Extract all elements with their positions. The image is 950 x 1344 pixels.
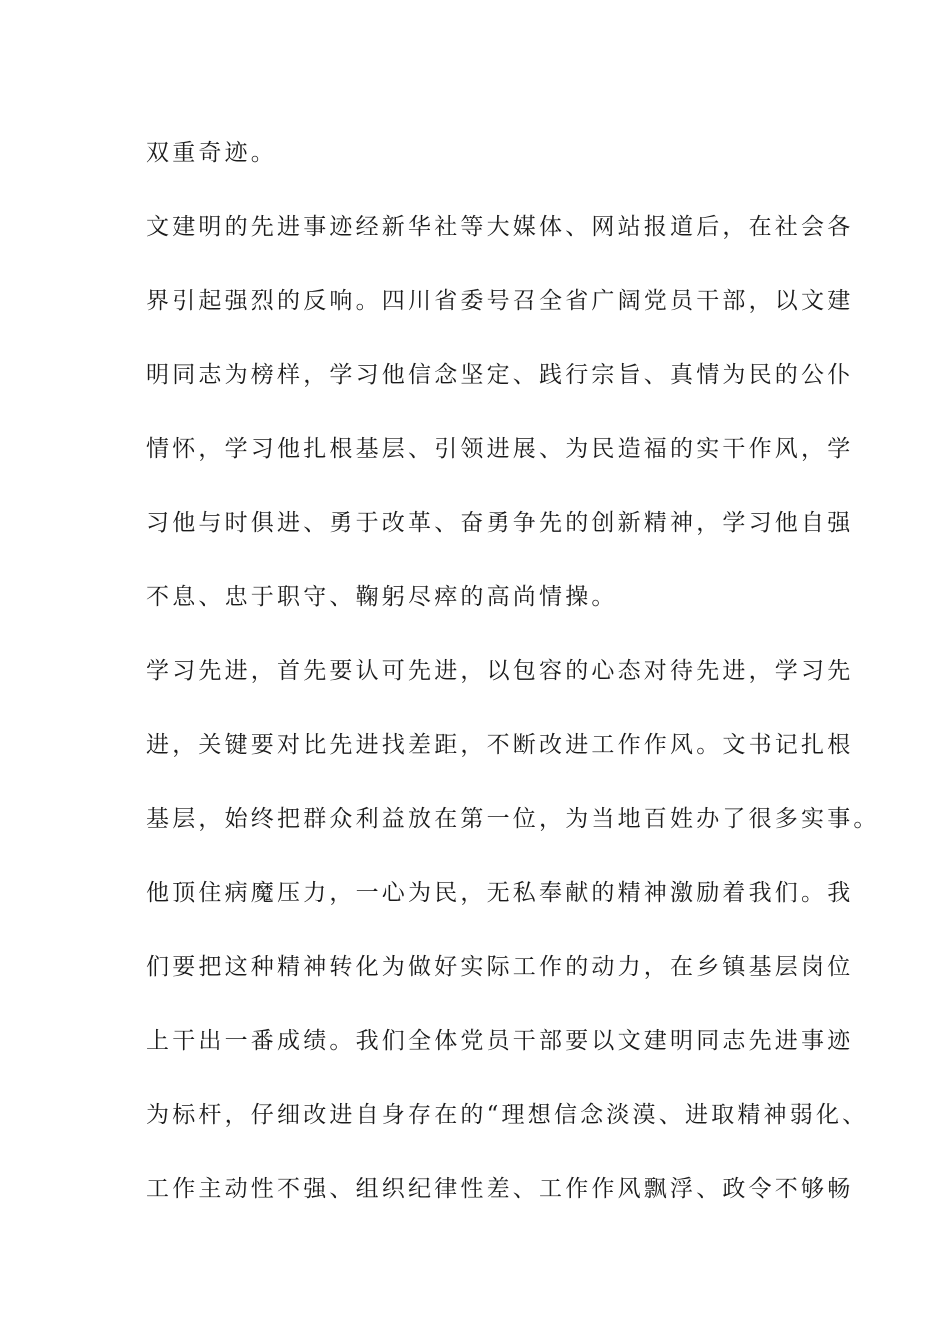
text-line: 文建明的先进事迹经新华社等大媒体、网站报道后，在社会各 bbox=[146, 214, 854, 240]
text-line: 学习先进，首先要认可先进，以包容的心态对待先进，学习先 bbox=[146, 658, 854, 684]
text-line: 双重奇迹。 bbox=[146, 140, 277, 166]
text-line: 他顶住病魔压力，一心为民，无私奉献的精神激励着我们。我 bbox=[146, 880, 854, 906]
text-line: 工作主动性不强、组织纪律性差、工作作风飘浮、政令不够畅 bbox=[146, 1176, 854, 1202]
text-line: 上干出一番成绩。我们全体党员干部要以文建明同志先进事迹 bbox=[146, 1028, 854, 1054]
text-line: 不息、忠于职守、鞠躬尽瘁的高尚情操。 bbox=[146, 584, 618, 610]
text-line: 界引起强烈的反响。四川省委号召全省广阔党员干部，以文建 bbox=[146, 288, 854, 314]
text-line: 情怀，学习他扎根基层、引领进展、为民造福的实干作风，学 bbox=[146, 436, 854, 462]
text-line: 为标杆，仔细改进自身存在的“理想信念淡漠、进取精神弱化、 bbox=[146, 1102, 869, 1128]
text-line: 明同志为榜样，学习他信念坚定、践行宗旨、真情为民的公仆 bbox=[146, 362, 854, 388]
text-line: 们要把这种精神转化为做好实际工作的动力，在乡镇基层岗位 bbox=[146, 954, 854, 980]
text-line: 基层，始终把群众利益放在第一位，为当地百姓办了很多实事。 bbox=[146, 806, 880, 832]
text-line: 进，关键要对比先进找差距，不断改进工作作风。文书记扎根 bbox=[146, 732, 854, 758]
text-line: 习他与时俱进、勇于改革、奋勇争先的创新精神，学习他自强 bbox=[146, 510, 854, 536]
